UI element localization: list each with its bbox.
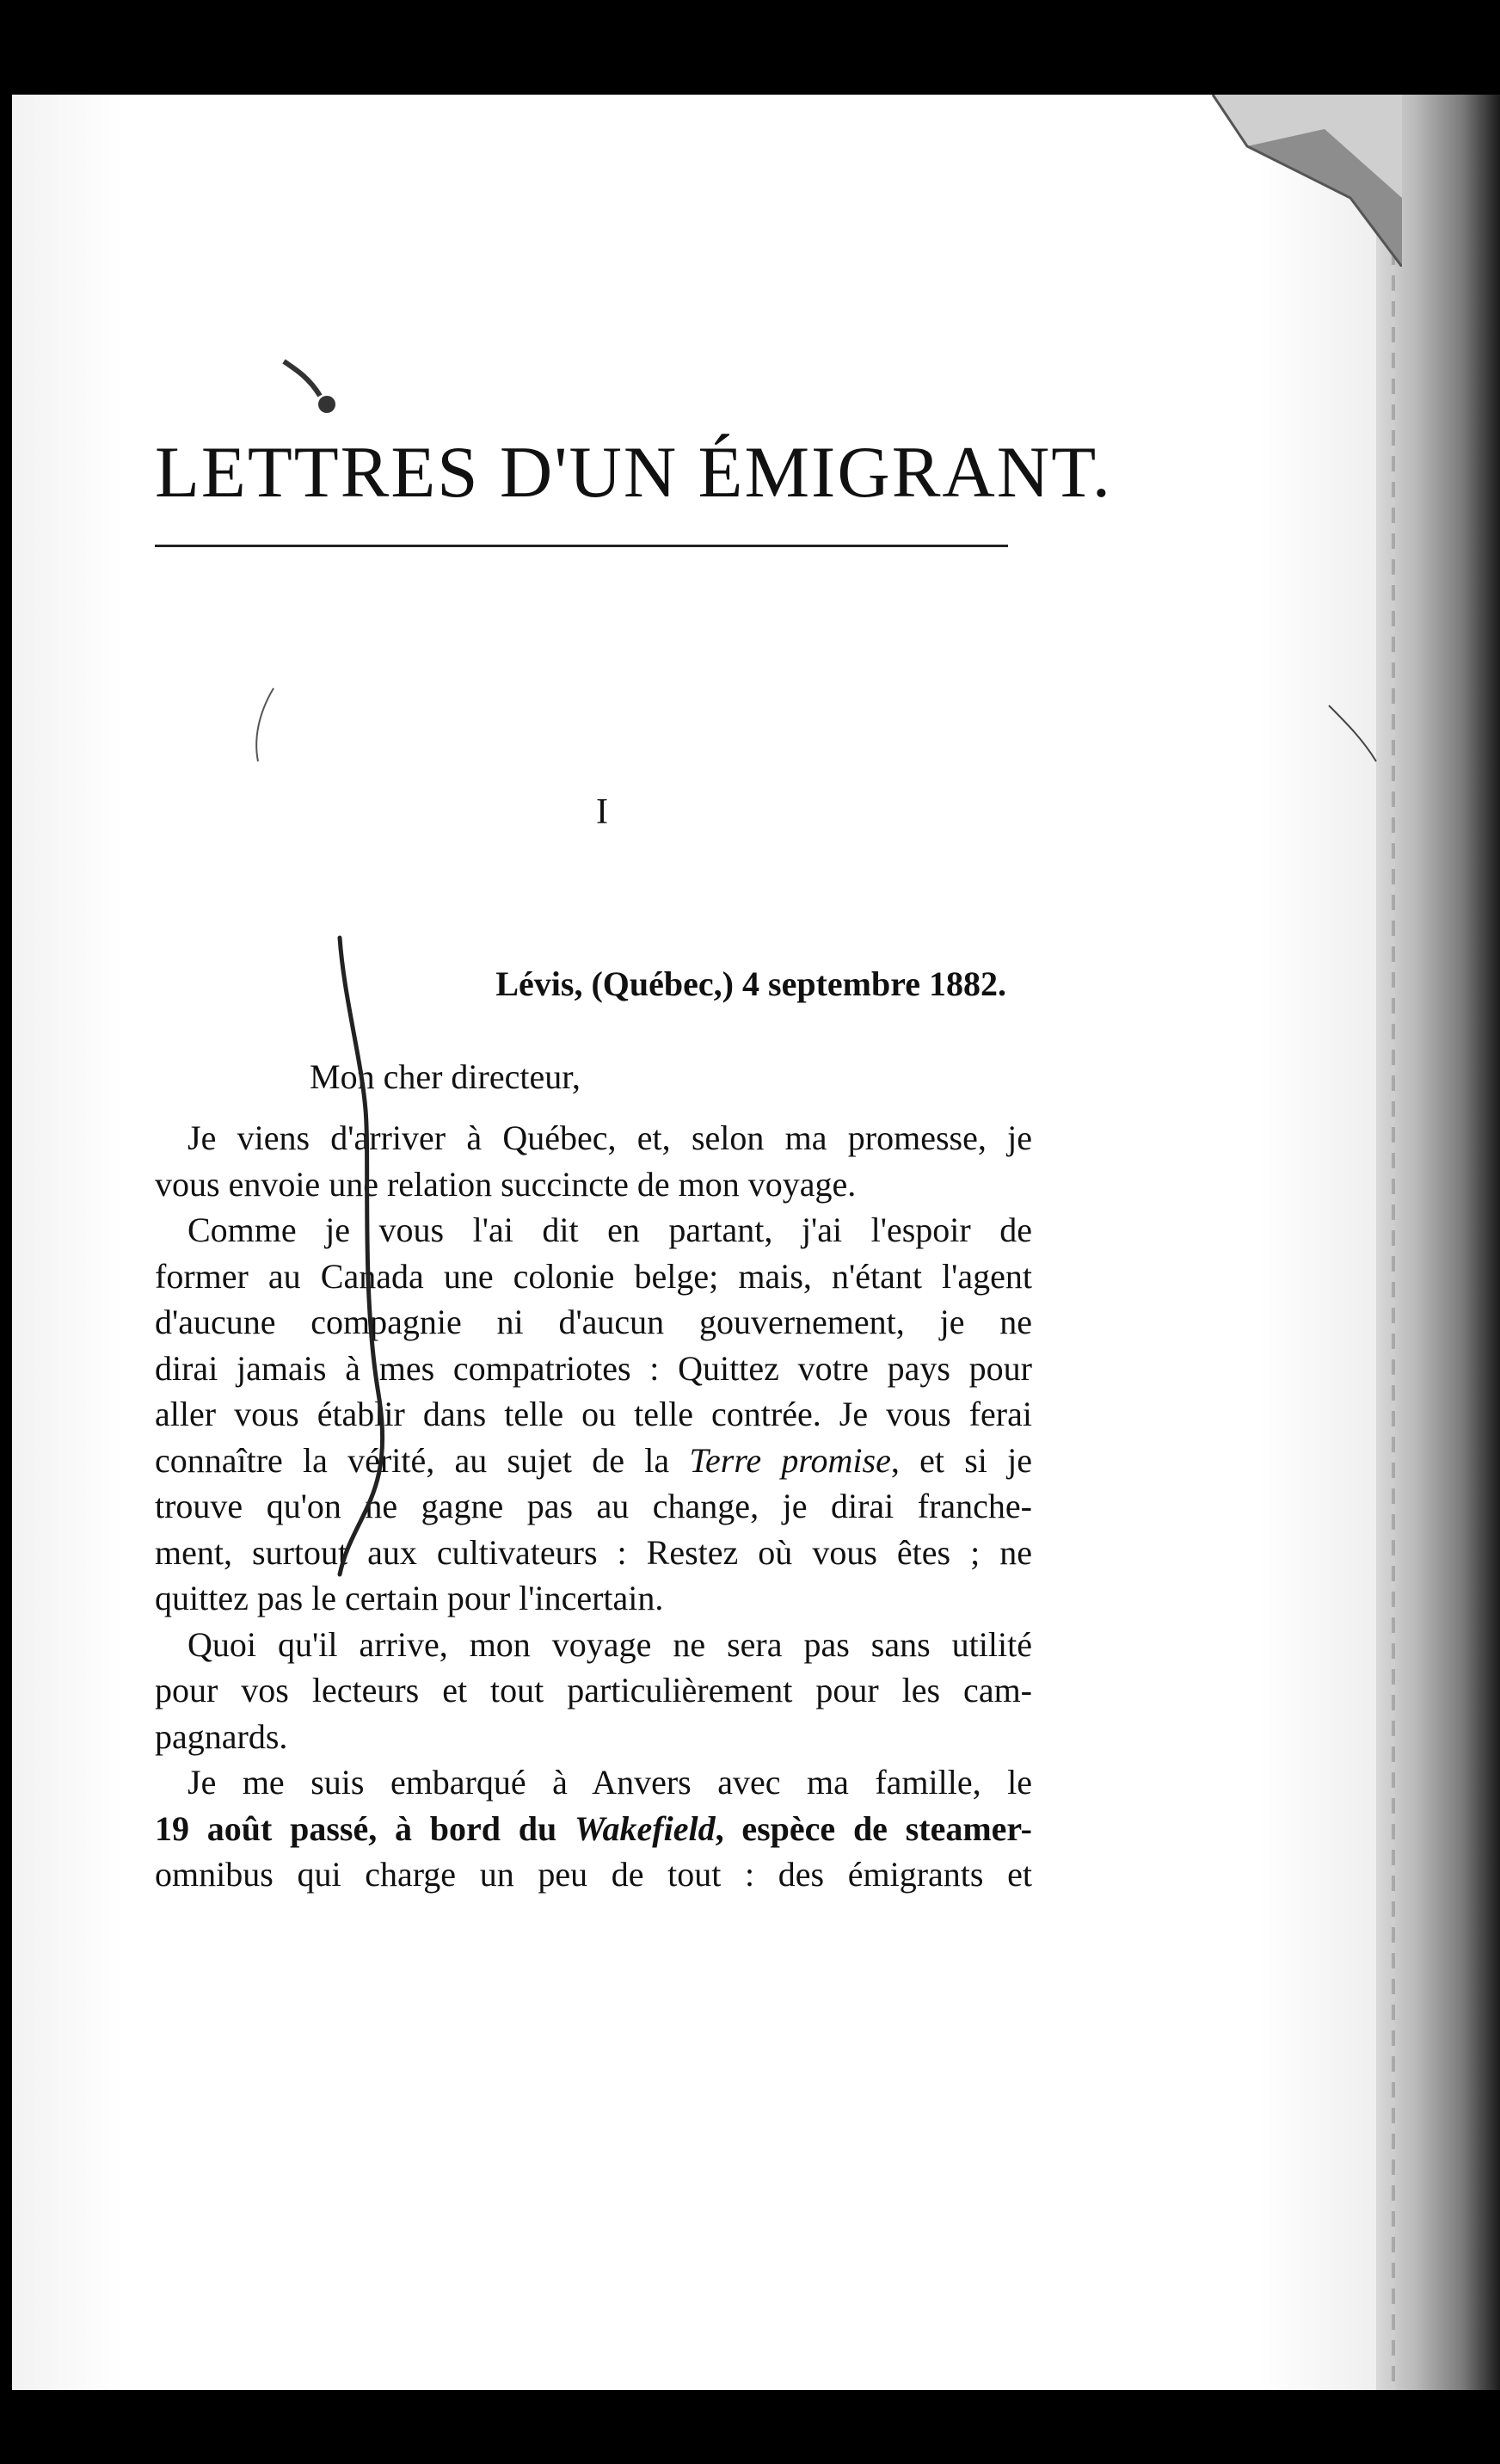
body-line: pour vos lecteurs et tout particulièrement pour les cam- xyxy=(155,1671,1032,1709)
letter-salutation: Mon cher directeur, xyxy=(310,1057,581,1096)
body-line xyxy=(155,1808,1032,1851)
body-line: vous envoie une relation succincte de mon voyage. xyxy=(155,1164,857,1204)
body-line: quittez pas le certain pour l'incertain. xyxy=(155,1579,664,1617)
body-line-text: connaître la vérité, au sujet de la xyxy=(155,1440,690,1480)
body-line: d'aucune compagnie ni d'aucun gouvernement, je ne xyxy=(155,1303,1032,1341)
body-line-text: , et si je xyxy=(890,1440,1033,1480)
body-line: trouve qu'on ne gagne pas au change, je dirai franche- xyxy=(155,1487,1032,1525)
section-numeral: I xyxy=(596,792,608,832)
body-line: dirai jamais à mes compatriotes : Quittez votre pays pour xyxy=(155,1348,1032,1388)
body-line-text: 19 août passé, à bord du xyxy=(155,1808,575,1848)
body-line: former au Canada une colonie belge; mais, n'étant l'agent xyxy=(155,1256,1032,1296)
body-line: Comme je vous l'ai dit en partant, j'ai l'espoir de xyxy=(188,1210,1032,1249)
body-line: ment, surtout aux cultivateurs : Restez où vous êtes ; ne xyxy=(155,1532,1032,1572)
body-line-italic: Wakefield xyxy=(574,1808,716,1848)
body-line: Je me suis embarqué à Anvers avec ma famille, le xyxy=(188,1763,1032,1802)
body-line xyxy=(155,1439,1032,1482)
scan-border-bottom xyxy=(0,2390,1500,2464)
body-line: Je viens d'arriver à Québec, et, selon ma promesse, je xyxy=(188,1118,1032,1157)
body-line-italic: Terre promise xyxy=(689,1440,891,1480)
body-line: Quoi qu'il arrive, mon voyage ne sera pas sans utilité xyxy=(188,1624,1032,1664)
scan-border-left xyxy=(0,0,12,2464)
body-line: pagnards. xyxy=(155,1716,288,1756)
body-line-text: , espèce de steamer- xyxy=(715,1808,1032,1848)
scan-border-top xyxy=(0,0,1500,95)
torn-corner xyxy=(1196,95,1402,267)
page-title: LETTRES D'UN ÉMIGRANT. xyxy=(155,432,1113,513)
page-edge-shadow xyxy=(1376,95,1500,2390)
letter-dateline: Lévis, (Québec,) 4 septembre 1882. xyxy=(495,964,1006,1003)
title-rule xyxy=(155,545,1008,547)
body-line: omnibus qui charge un peu de tout : des émigrants et xyxy=(155,1855,1032,1894)
body-line: aller vous établir dans telle ou telle contrée. Je vous ferai xyxy=(155,1395,1032,1433)
